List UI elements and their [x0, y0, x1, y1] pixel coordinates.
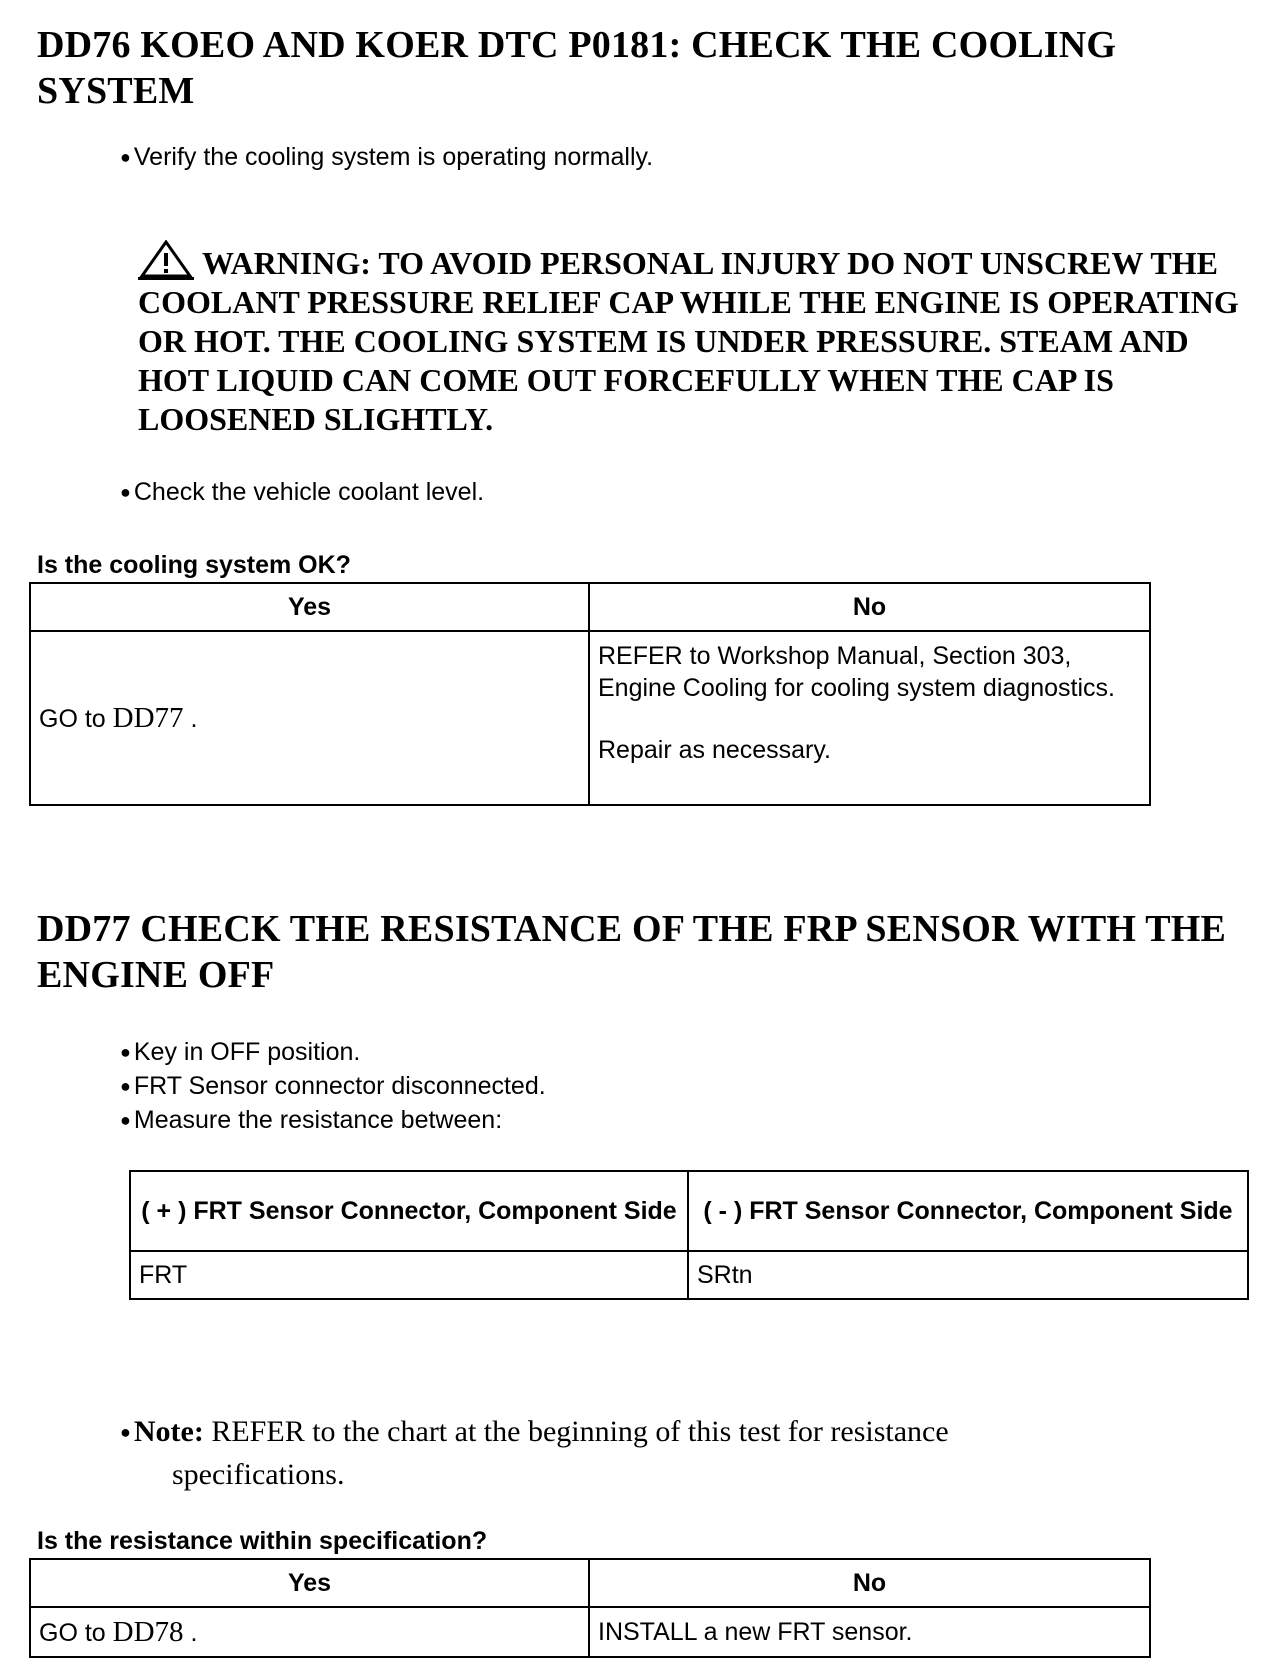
decision-table-dd76 [29, 582, 1151, 806]
question-cooling: Is the cooling system OK? [37, 551, 351, 579]
goto-dd77-link[interactable]: DD77 [112, 701, 184, 734]
section-dd77-title: DD77 CHECK THE RESISTANCE OF THE FRP SENSOR WITH THE ENGINE OFF [37, 908, 1227, 996]
question-resistance: Is the resistance within specification? [37, 1527, 488, 1555]
bullet-text: Measure the resistance between: [133, 1106, 503, 1134]
decision-table-dd77 [29, 1558, 1151, 1658]
bullet-icon: ● [120, 147, 131, 167]
yes-cell [30, 631, 589, 805]
no-instruction: REFER to Workshop Manual, Section 303, Engine Cooling for cooling system diagnostics. [598, 642, 1115, 702]
bullet-text: Verify the cooling system is operating normally. [133, 143, 654, 171]
no-header: No [589, 1559, 1150, 1607]
list-item [120, 1070, 546, 1104]
note-continuation: specifications. [172, 1458, 345, 1491]
list-item [120, 1036, 360, 1070]
minus-terminal-header: ( - ) FRT Sensor Connector, Component Side [688, 1171, 1248, 1251]
bullet-text: Check the vehicle coolant level. [133, 478, 485, 506]
warning-triangle-icon [138, 240, 194, 280]
yes-header: Yes [30, 1559, 589, 1607]
minus-terminal-value: SRtn [688, 1251, 1248, 1299]
bullet-icon: ● [120, 1076, 131, 1096]
list-item [120, 141, 653, 175]
plus-terminal-header: ( + ) FRT Sensor Connector, Component Side [130, 1171, 688, 1251]
plus-terminal-value: FRT [130, 1251, 688, 1299]
bullet-text: FRT Sensor connector disconnected. [133, 1072, 546, 1100]
warning-text: WARNING: TO AVOID PERSONAL INJURY DO NOT UNSCREW THE COOLANT PRESSURE RELIEF CAP WHILE THE ENGINE IS OPERATING OR HOT. THE COOLING SYSTEM IS UNDER PRESSURE. STEAM AND HOT LIQUID CAN COME OUT FORCEFULLY WHEN THE CAP IS LOOSENED SLIGHTLY. [138, 245, 1239, 437]
bullet-text: Key in OFF position. [133, 1038, 361, 1066]
note-text: REFER to the chart at the beginning of this test for resistance [203, 1415, 949, 1448]
no-cell [589, 631, 1150, 805]
yes-header: Yes [30, 583, 589, 631]
no-cell: INSTALL a new FRT sensor. [589, 1607, 1150, 1657]
no-header: No [589, 583, 1150, 631]
list-item [120, 1104, 502, 1138]
note-label: Note: [133, 1415, 204, 1448]
goto-dd78-link[interactable]: DD78 [112, 1615, 184, 1648]
yes-prefix: GO to [39, 704, 113, 733]
warning-block [138, 240, 1248, 439]
section-dd76-title: DD76 KOEO AND KOER DTC P0181: CHECK THE COOLING SYSTEM [37, 24, 1117, 112]
no-repair: Repair as necessary. [598, 736, 831, 764]
yes-prefix: GO to [39, 1618, 113, 1647]
yes-suffix: . [183, 704, 198, 733]
bullet-icon: ● [120, 1110, 131, 1130]
measurement-table [129, 1170, 1249, 1300]
yes-cell [30, 1607, 589, 1657]
bullet-icon: ● [120, 1042, 131, 1062]
yes-suffix: . [183, 1618, 198, 1647]
note-block [120, 1412, 1120, 1495]
bullet-icon: ● [120, 482, 131, 502]
bullet-icon: ● [120, 1422, 131, 1442]
list-item [120, 476, 484, 510]
